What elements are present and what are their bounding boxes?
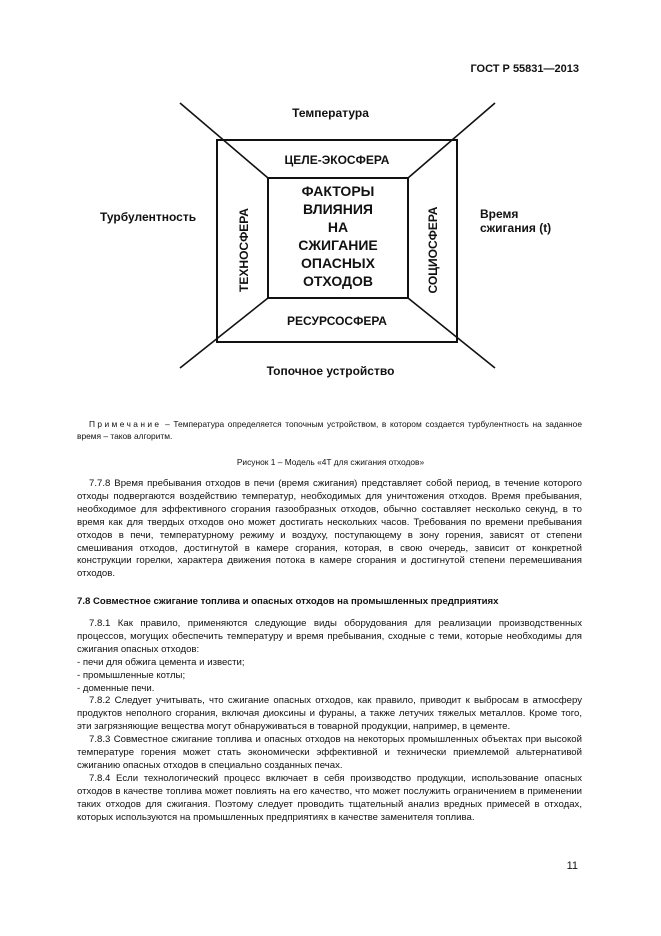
zone-resourcesphere: РЕСУРСОСФЕРА [287, 314, 387, 328]
center-line: НА [327, 219, 349, 235]
center-line: ОПАСНЫХ [301, 255, 375, 271]
zone-ecosphere: ЦЕЛЕ-ЭКОСФЕРА [284, 153, 390, 167]
section-heading [77, 596, 582, 607]
diagonal-bottom-right [408, 298, 495, 368]
list-item: - печи для обжига цемента и извести; [77, 656, 245, 668]
page-number: 11 [566, 860, 578, 872]
section-heading-text: 7.8 Совместное сжигание топлива и опасных отходов на промышленных предприятиях [77, 596, 499, 607]
label-temperature: Температура [292, 106, 369, 120]
center-line: ВЛИЯНИЯ [303, 201, 373, 217]
zone-technosphere: ТЕХНОСФЕРА [237, 208, 251, 292]
diagonal-bottom-left [180, 298, 268, 368]
list-item: - промышленные котлы; [77, 669, 186, 681]
label-turbulence: Турбулентность [100, 210, 197, 224]
paragraph-7-8-2: 7.8.2 Следует учитывать, что сжигание опасных отходов, как правило, приводит к выбросам в атмосферу продуктов неполного сгорания, включая диоксины и фураны, а также летучих тяжелых металлов. Кроме того, эти загрязняющие вещества могут обнаруживаться в товарной продукции, например, в цементе. [77, 695, 582, 733]
figure-caption: Рисунок 1 – Модель «4T для сжигания отходов» [236, 457, 425, 467]
label-burn-time-line1: Время [480, 207, 519, 221]
figure-note [77, 419, 582, 442]
standard-number: ГОСТ Р 55831—2013 [470, 63, 579, 75]
center-line: ФАКТОРЫ [301, 183, 375, 199]
note-label: Примечание [89, 419, 162, 429]
paragraph-7-8-3: 7.8.3 Совместное сжигание топлива и опасных отходов на некоторых промышленных объектах при высокой температуре горения может стать экономически эффективной и технически приемлемой альтернативой сжиганию опасных отходов в специально созданных печах. [77, 734, 582, 771]
paragraph-group-1 [77, 478, 582, 581]
list-item: - доменные печи. [77, 682, 155, 694]
label-burn-time [480, 207, 551, 235]
paragraph-7-7-8: 7.7.8 Время пребывания отходов в печи (время сжигания) представляет собой период, в течение которого отходы подвергаются воздействию температур, необходимых для уничтожения отходов. Время пребывания, необходимое для эффективного сгорания газообразных отходов, обычно составляет несколько секунд, в то время как для твердых отходов оно может достигать нескольких часов. Требования по времени пребывания отходов в печи, температурному режиму и воздуху, поступающему в зону горения, зависят от степени смешивания отходов, достигнутой в камере сгорания, которая, в свою очередь, зависит от конкретной конструкции горелки, характера движения потока в камере сгорания и достигнутой степени перемешивания отходов. [77, 478, 582, 580]
zone-sociosphere: СОЦИОСФЕРА [426, 206, 440, 294]
label-burn-time-line2: сжигания (t) [480, 221, 552, 235]
label-furnace-device: Топочное устройство [266, 364, 395, 378]
paragraph-7-8-4: 7.8.4 Если технологический процесс включает в себя производство продукции, использование опасных отходов в качестве топлива может повлиять на его качество, что может послужить ограничением в применении таких отходов для сжигания. Поэтому следует проводить тщательный анализ вредных примесей в отходах, которых используются на промышленных предприятиях в качестве заменителя топлива. [77, 772, 582, 823]
paragraph-group-2 [77, 618, 582, 825]
paragraph-7-8-1: 7.8.1 Как правило, применяются следующие виды оборудования для реализации производственных процессов, могущих обеспечить температуру и время пребывания, сходные с теми, которые необходимы для сжигания опасных отходов: [77, 618, 582, 655]
center-line: СЖИГАНИЕ [298, 237, 378, 253]
center-factors [268, 182, 408, 290]
center-line: ОТХОДОВ [302, 273, 374, 289]
note-text: – Температура определяется топочным устройством, в котором создается турбулентность на заданное время – таков алгоритм. [77, 419, 582, 441]
